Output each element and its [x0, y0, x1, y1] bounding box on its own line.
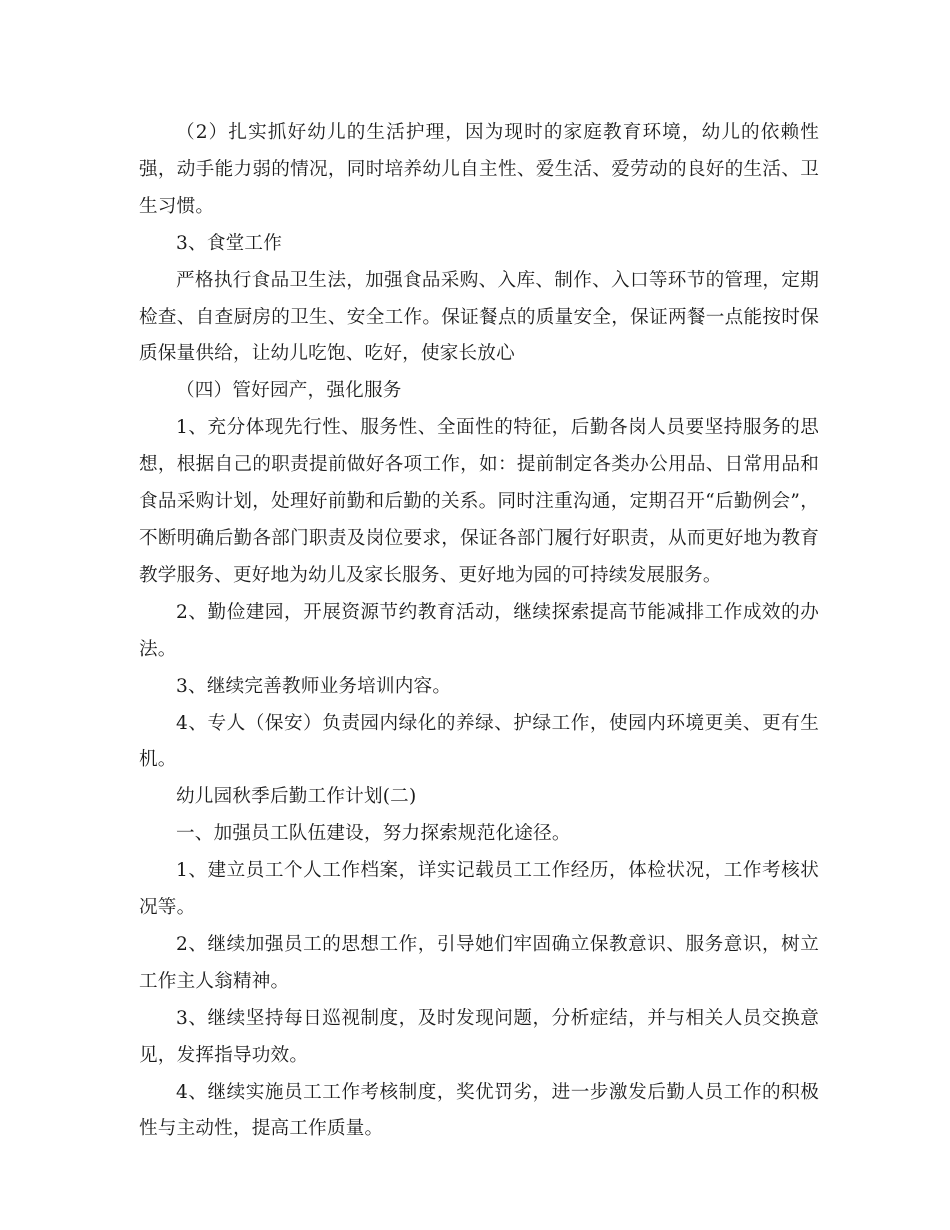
document-body [139, 115, 819, 1148]
section-title-plan-two: 幼儿园秋季后勤工作计划(二) [176, 786, 417, 808]
paragraph-greening: 4、专人（保安）负责园内绿化的养绿、护绿工作，使园内环境更美、更有生机。 [139, 712, 819, 771]
paragraph-staff-records: 1、建立员工个人工作档案，详实记载员工工作经历，体检状况，工作考核状况等。 [139, 860, 819, 919]
paragraph-child-care: （2）扎实抓好幼儿的生活护理，因为现时的家庭教育环境，幼儿的依赖性强，动手能力弱的情况，同时培养幼儿自主性、爱生活、爱劳动的良好的生活、卫生习惯。 [139, 122, 819, 217]
heading-staff-building: 一、加强员工队伍建设，努力探索规范化途径。 [176, 823, 571, 845]
heading-manage-property: （四）管好园产，强化服务 [176, 380, 402, 402]
paragraph-staff-ideology: 2、继续加强员工的思想工作，引导她们牢固确立保教意识、服务意识，树立工作主人翁精神。 [139, 933, 819, 992]
paragraph-daily-inspection: 3、继续坚持每日巡视制度，及时发现问题，分析症结，并与相关人员交换意见，发挥指导功效。 [139, 1007, 819, 1066]
paragraph-service-features: 1、充分体现先行性、服务性、全面性的特征，后勤各岗人员要坚持服务的思想，根据自己的职责提前做好各项工作，如：提前制定各类办公用品、日常用品和食品采购计划，处理好前勤和后勤的关系。同时注重沟通，定期召开“后勤例会”，不断明确后勤各部门职责及岗位要求，保证各部门履行好职责，从而更好地为教育教学服务、更好地为幼儿及家长服务、更好地为园的可持续发展服务。 [139, 417, 819, 586]
paragraph-food-hygiene: 严格执行食品卫生法，加强食品采购、入库、制作、入口等环节的管理，定期检查、自查厨房的卫生、安全工作。保证餐点的质量安全，保证两餐一点能按时保质保量供给，让幼儿吃饱、吃好，使家长放心 [139, 269, 819, 365]
paragraph-teacher-training: 3、继续完善教师业务培训内容。 [176, 675, 452, 697]
heading-canteen-work: 3、食堂工作 [176, 232, 282, 254]
paragraph-staff-assessment: 4、继续实施员工工作考核制度，奖优罚劣，进一步激发后勤人员工作的积极性与主动性，提高工作质量。 [139, 1081, 819, 1140]
paragraph-thrift: 2、勤俭建园，开展资源节约教育活动，继续探索提高节能减排工作成效的办法。 [139, 601, 819, 660]
